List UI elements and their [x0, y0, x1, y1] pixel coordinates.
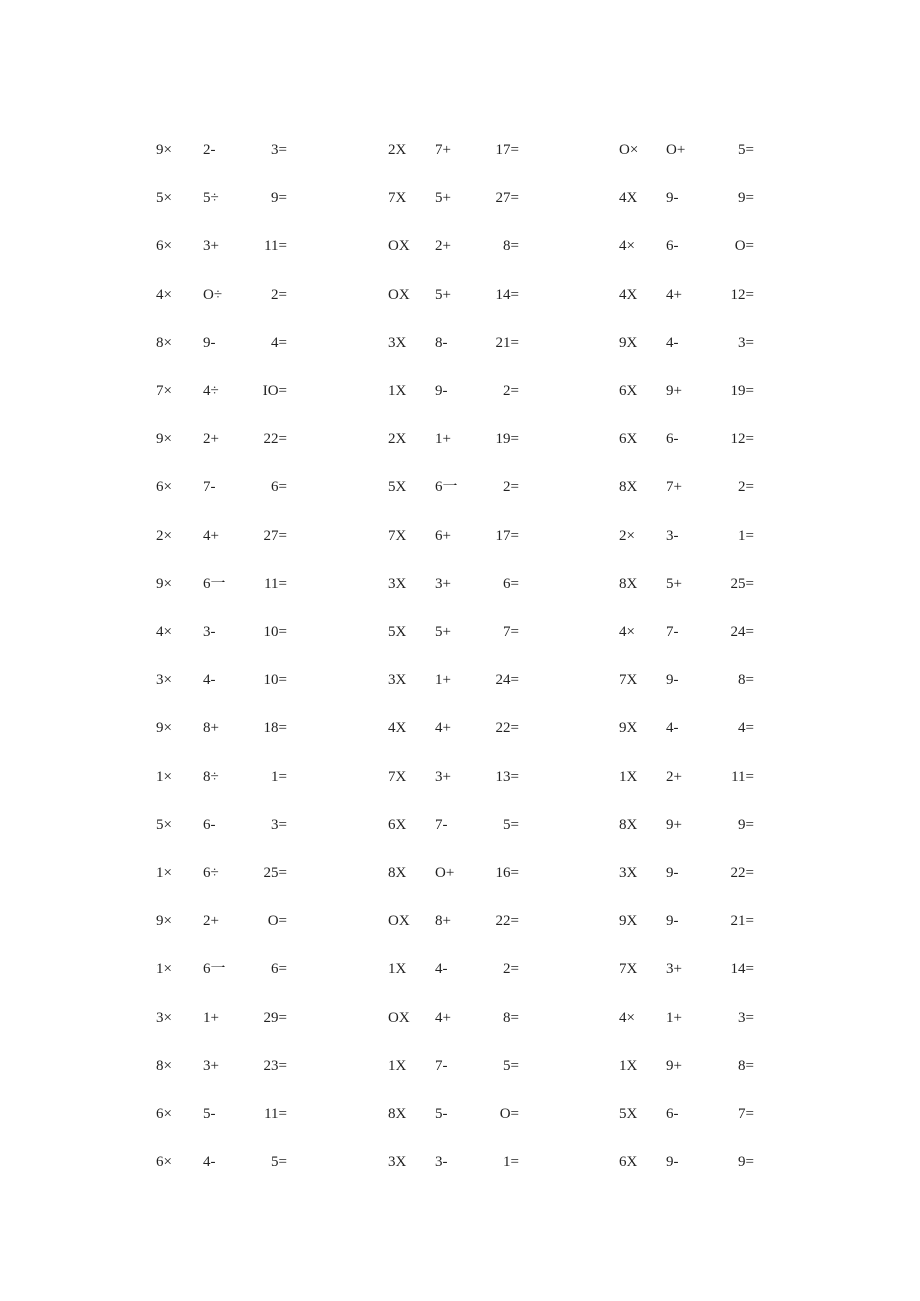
second-term: 3+ [435, 768, 451, 785]
second-term: 8+ [435, 913, 451, 930]
first-term: 9× [156, 575, 172, 592]
third-term: O= [734, 238, 754, 255]
third-term: 23= [263, 1057, 287, 1074]
third-term: 24= [495, 672, 519, 689]
second-term: 4+ [435, 720, 451, 737]
first-term: 8X [388, 1106, 407, 1122]
first-term: 1X [388, 383, 407, 399]
second-term: 8+ [203, 720, 219, 737]
third-term: 4= [271, 334, 287, 351]
math-problem [156, 283, 287, 307]
first-term: 9X [619, 720, 638, 737]
first-term: 5× [156, 190, 172, 207]
third-term: 21= [730, 913, 754, 930]
second-term: 5- [435, 1106, 448, 1122]
math-problem [388, 620, 519, 644]
math-problem [619, 620, 754, 644]
problem-row [0, 716, 920, 740]
second-term: 5- [203, 1106, 216, 1122]
third-term: 9= [738, 1154, 754, 1171]
math-problem [388, 861, 519, 885]
second-term: 5+ [666, 575, 682, 592]
math-problem [388, 1102, 519, 1126]
third-term: 19= [495, 431, 519, 448]
math-problem [388, 234, 519, 258]
second-term: 6一 [203, 961, 226, 978]
math-problem [619, 861, 754, 885]
problem-row [0, 957, 920, 981]
first-term: OX [388, 1009, 410, 1026]
first-term: 9X [619, 913, 638, 930]
third-term: 8= [738, 672, 754, 689]
first-term: 6X [388, 816, 407, 833]
second-term: 1+ [203, 1009, 219, 1026]
first-term: 4X [619, 190, 638, 207]
first-term: 3X [388, 1154, 407, 1171]
math-problem [619, 765, 754, 789]
first-term: 9× [156, 720, 172, 737]
problem-row [0, 620, 920, 644]
second-term: 6+ [435, 527, 451, 544]
second-term: 5÷ [203, 190, 219, 207]
second-term: 6一 [435, 479, 458, 496]
math-problem [388, 138, 519, 162]
second-term: 3+ [203, 238, 219, 255]
first-term: 5X [388, 624, 407, 640]
first-term: 1× [156, 865, 172, 881]
first-term: 9× [156, 142, 172, 158]
math-problem [156, 572, 287, 596]
second-term: 6- [203, 816, 216, 833]
second-term: 7- [203, 479, 216, 496]
third-term: 12= [730, 286, 754, 303]
second-term: 7+ [435, 142, 451, 158]
math-problem [619, 427, 754, 451]
third-term: 21= [495, 334, 519, 351]
second-term: 4÷ [203, 383, 219, 399]
problem-row [0, 909, 920, 933]
math-problem [619, 813, 754, 837]
third-term: O= [267, 913, 287, 930]
first-term: 9X [619, 334, 638, 351]
math-problem [156, 620, 287, 644]
math-problem [619, 572, 754, 596]
math-problem [619, 716, 754, 740]
second-term: 6÷ [203, 865, 219, 881]
first-term: 1X [619, 1057, 638, 1074]
math-problem [388, 427, 519, 451]
math-problem [619, 909, 754, 933]
first-term: 7X [388, 527, 407, 544]
third-term: 25= [730, 575, 754, 592]
third-term: 3= [271, 142, 287, 158]
second-term: 6一 [203, 575, 226, 592]
math-problem [619, 1006, 754, 1030]
second-term: 9- [666, 672, 679, 689]
third-term: 29= [263, 1009, 287, 1026]
third-term: 24= [730, 624, 754, 640]
second-term: 8- [435, 334, 448, 351]
first-term: OX [388, 238, 410, 255]
problem-row [0, 1102, 920, 1126]
first-term: 4× [156, 624, 172, 640]
first-term: 6× [156, 1154, 172, 1171]
second-term: 9+ [666, 383, 682, 399]
second-term: 3+ [435, 575, 451, 592]
first-term: 4× [619, 624, 635, 640]
first-term: 4× [156, 286, 172, 303]
first-term: 7X [388, 190, 407, 207]
math-problem [156, 138, 287, 162]
math-problem [156, 475, 287, 499]
second-term: 2+ [203, 431, 219, 448]
first-term: 3X [388, 334, 407, 351]
first-term: 8× [156, 1057, 172, 1074]
third-term: 25= [263, 865, 287, 881]
math-problem [156, 331, 287, 355]
second-term: 7- [666, 624, 679, 640]
first-term: 3× [156, 672, 172, 689]
second-term: 2- [203, 142, 216, 158]
second-term: 1+ [435, 431, 451, 448]
math-problem [388, 1006, 519, 1030]
third-term: 2= [503, 961, 519, 978]
math-problem [619, 283, 754, 307]
first-term: 7× [156, 383, 172, 399]
problem-row [0, 524, 920, 548]
third-term: 1= [738, 527, 754, 544]
second-term: 9- [666, 190, 679, 207]
third-term: 22= [263, 431, 287, 448]
math-problem [156, 1006, 287, 1030]
first-term: 4× [619, 238, 635, 255]
third-term: 5= [271, 1154, 287, 1171]
second-term: O÷ [203, 286, 223, 303]
second-term: 9- [203, 334, 216, 351]
second-term: 4- [435, 961, 448, 978]
third-term: 22= [495, 913, 519, 930]
math-problem [388, 524, 519, 548]
third-term: 7= [738, 1106, 754, 1122]
first-term: 4X [388, 720, 407, 737]
math-problem [388, 186, 519, 210]
first-term: 9× [156, 913, 172, 930]
problem-row [0, 1006, 920, 1030]
first-term: 1X [619, 768, 638, 785]
third-term: 9= [738, 190, 754, 207]
math-problem [156, 1150, 287, 1174]
second-term: 3- [435, 1154, 448, 1171]
third-term: IO= [262, 383, 287, 399]
math-problem [388, 813, 519, 837]
math-problem [156, 909, 287, 933]
math-problem [156, 861, 287, 885]
first-term: 6X [619, 383, 638, 399]
third-term: 27= [495, 190, 519, 207]
second-term: 7+ [666, 479, 682, 496]
second-term: 9+ [666, 816, 682, 833]
third-term: 6= [503, 575, 519, 592]
second-term: 7- [435, 816, 448, 833]
first-term: 5X [388, 479, 407, 496]
first-term: 8X [619, 575, 638, 592]
first-term: 6X [619, 1154, 638, 1171]
first-term: 6× [156, 238, 172, 255]
first-term: 2X [388, 431, 407, 448]
math-problem [619, 475, 754, 499]
math-problem [156, 234, 287, 258]
problem-row [0, 427, 920, 451]
third-term: 3= [271, 816, 287, 833]
second-term: 4+ [203, 527, 219, 544]
first-term: 2× [156, 527, 172, 544]
first-term: 9× [156, 431, 172, 448]
first-term: 1× [156, 961, 172, 978]
math-problem [388, 572, 519, 596]
first-term: 8X [388, 865, 407, 881]
second-term: 6- [666, 431, 679, 448]
problem-row [0, 813, 920, 837]
problem-row [0, 234, 920, 258]
third-term: 9= [271, 190, 287, 207]
math-problem [619, 379, 754, 403]
first-term: 8X [619, 479, 638, 496]
second-term: 4- [666, 720, 679, 737]
math-problem [619, 668, 754, 692]
third-term: 6= [271, 479, 287, 496]
third-term: 13= [495, 768, 519, 785]
third-term: 7= [503, 624, 519, 640]
third-term: 18= [263, 720, 287, 737]
third-term: 8= [503, 238, 519, 255]
third-term: 11= [264, 575, 287, 592]
math-problem [156, 186, 287, 210]
second-term: 9- [666, 1154, 679, 1171]
second-term: O+ [435, 865, 455, 881]
math-problem [156, 668, 287, 692]
first-term: 6× [156, 479, 172, 496]
third-term: 27= [263, 527, 287, 544]
math-problem [388, 1150, 519, 1174]
math-problem [156, 524, 287, 548]
second-term: 4+ [666, 286, 682, 303]
second-term: 1+ [435, 672, 451, 689]
third-term: 1= [271, 768, 287, 785]
math-problem [619, 1102, 754, 1126]
third-term: 22= [730, 865, 754, 881]
second-term: 3- [203, 624, 216, 640]
first-term: 2× [619, 527, 635, 544]
math-problem [388, 909, 519, 933]
first-term: 7X [619, 672, 638, 689]
problem-row [0, 138, 920, 162]
second-term: 5+ [435, 624, 451, 640]
first-term: 7X [388, 768, 407, 785]
math-problem [619, 1150, 754, 1174]
first-term: 8X [619, 816, 638, 833]
first-term: 6× [156, 1106, 172, 1122]
first-term: 1X [388, 961, 407, 978]
third-term: 2= [738, 479, 754, 496]
math-problem [619, 331, 754, 355]
second-term: 4- [203, 1154, 216, 1171]
second-term: 2+ [203, 913, 219, 930]
math-problem [156, 1054, 287, 1078]
first-term: 3× [156, 1009, 172, 1026]
first-term: 4X [619, 286, 638, 303]
first-term: O× [619, 142, 639, 158]
math-problem [619, 138, 754, 162]
third-term: 2= [503, 479, 519, 496]
second-term: 6- [666, 238, 679, 255]
third-term: O= [499, 1106, 519, 1122]
third-term: 6= [271, 961, 287, 978]
third-term: 22= [495, 720, 519, 737]
first-term: 8× [156, 334, 172, 351]
problem-row [0, 572, 920, 596]
third-term: 14= [495, 286, 519, 303]
second-term: 8÷ [203, 768, 219, 785]
third-term: 17= [495, 527, 519, 544]
second-term: 2+ [666, 768, 682, 785]
problem-row [0, 475, 920, 499]
math-problem [156, 813, 287, 837]
math-problem [619, 234, 754, 258]
second-term: 4- [203, 672, 216, 689]
first-term: 2X [388, 142, 407, 158]
math-problem [156, 379, 287, 403]
second-term: 2+ [435, 238, 451, 255]
third-term: 5= [503, 1057, 519, 1074]
math-problem [388, 668, 519, 692]
math-problem [156, 716, 287, 740]
second-term: 7- [435, 1057, 448, 1074]
second-term: 9- [666, 865, 679, 881]
second-term: 9+ [666, 1057, 682, 1074]
third-term: 4= [738, 720, 754, 737]
second-term: 4- [666, 334, 679, 351]
first-term: 3X [388, 672, 407, 689]
first-term: 1× [156, 768, 172, 785]
first-term: 5× [156, 816, 172, 833]
third-term: 19= [730, 383, 754, 399]
third-term: 3= [738, 334, 754, 351]
math-problem [388, 475, 519, 499]
third-term: 3= [738, 1009, 754, 1026]
math-problem [388, 1054, 519, 1078]
third-term: 11= [731, 768, 754, 785]
third-term: 8= [503, 1009, 519, 1026]
problem-row [0, 283, 920, 307]
math-problem [156, 1102, 287, 1126]
second-term: O+ [666, 142, 686, 158]
third-term: 5= [503, 816, 519, 833]
math-problem [156, 765, 287, 789]
third-term: 1= [503, 1154, 519, 1171]
math-problem [388, 379, 519, 403]
second-term: 9- [435, 383, 448, 399]
math-problem [388, 957, 519, 981]
math-problem [156, 957, 287, 981]
third-term: 14= [730, 961, 754, 978]
second-term: 4+ [435, 1009, 451, 1026]
third-term: 10= [263, 624, 287, 640]
third-term: 5= [738, 142, 754, 158]
first-term: 7X [619, 961, 638, 978]
second-term: 3- [666, 527, 679, 544]
math-problem [388, 283, 519, 307]
problem-row [0, 668, 920, 692]
math-problem [388, 716, 519, 740]
math-problem [619, 524, 754, 548]
first-term: OX [388, 286, 410, 303]
first-term: 3X [619, 865, 638, 881]
problem-row [0, 331, 920, 355]
problem-row [0, 1054, 920, 1078]
third-term: 9= [738, 816, 754, 833]
second-term: 3+ [666, 961, 682, 978]
third-term: 2= [271, 286, 287, 303]
problem-row [0, 379, 920, 403]
third-term: 11= [264, 238, 287, 255]
second-term: 5+ [435, 286, 451, 303]
third-term: 16= [495, 865, 519, 881]
second-term: 6- [666, 1106, 679, 1122]
third-term: 11= [264, 1106, 287, 1122]
problem-row [0, 1150, 920, 1174]
third-term: 8= [738, 1057, 754, 1074]
problem-row [0, 861, 920, 885]
first-term: OX [388, 913, 410, 930]
math-problem [619, 186, 754, 210]
problem-row [0, 186, 920, 210]
second-term: 9- [666, 913, 679, 930]
second-term: 1+ [666, 1009, 682, 1026]
second-term: 3+ [203, 1057, 219, 1074]
first-term: 3X [388, 575, 407, 592]
first-term: 6X [619, 431, 638, 448]
third-term: 17= [495, 142, 519, 158]
second-term: 5+ [435, 190, 451, 207]
math-problem [388, 765, 519, 789]
math-problem [619, 957, 754, 981]
math-problem [156, 427, 287, 451]
first-term: 1X [388, 1057, 407, 1074]
problem-row [0, 765, 920, 789]
third-term: 12= [730, 431, 754, 448]
third-term: 10= [263, 672, 287, 689]
math-problem [619, 1054, 754, 1078]
first-term: 5X [619, 1106, 638, 1122]
first-term: 4× [619, 1009, 635, 1026]
third-term: 2= [503, 383, 519, 399]
math-problem [388, 331, 519, 355]
